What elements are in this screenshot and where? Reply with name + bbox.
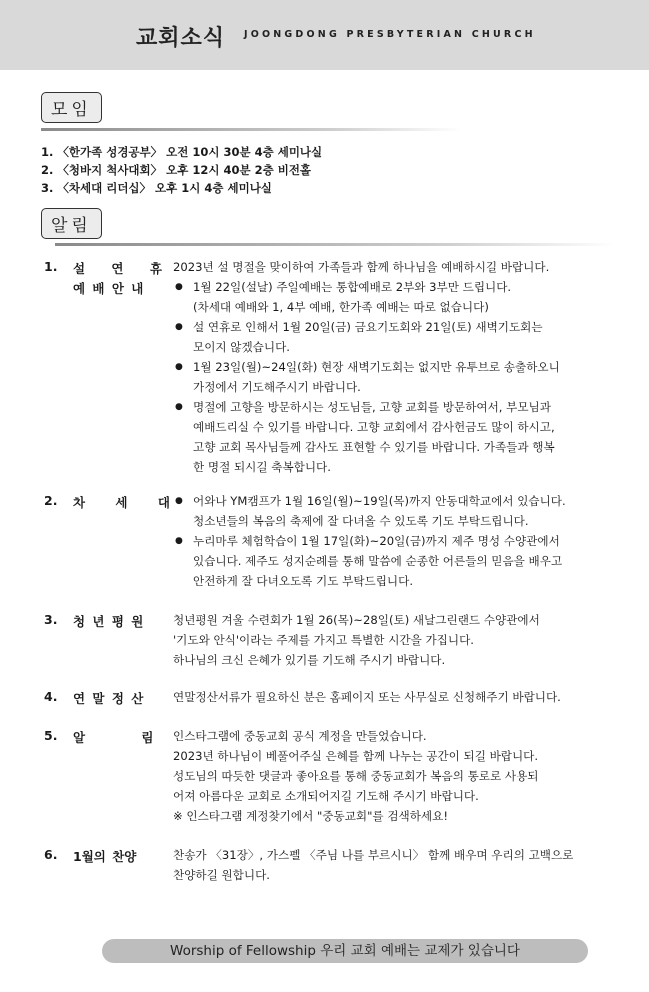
notice-6-number: 6. — [44, 847, 58, 862]
content-line: 인스타그램에 중동교회 공식 계정을 만들었습니다. — [173, 729, 427, 743]
meeting-item-3: 3. 〈차세대 리더십〉 오후 1시 4층 세미나실 — [41, 181, 272, 195]
notice-1-bullet-4 — [173, 397, 619, 477]
notice-1-bullet-1 — [173, 277, 619, 317]
content-line: 하나님의 크신 은혜가 있기를 기도해 주시기 바랍니다. — [173, 653, 446, 667]
notice-1-label-line1: 설 연 휴 — [73, 261, 162, 276]
header-title: 교회소식 — [136, 26, 226, 51]
notice-1-label-line2: 예 배 안 내 — [73, 281, 144, 296]
notice-4-content — [173, 687, 619, 707]
content-line: 찬송가 〈31장〉, 가스펠 〈주님 나를 부르시니〉 함께 배우며 우리의 고백으로 — [173, 848, 574, 862]
notice-2-number: 2. — [44, 493, 58, 508]
content-line: 2023년 하나님이 베풀어주실 은혜를 함께 나누는 공간이 되길 바랍니다. — [173, 749, 539, 763]
bullet-line: ● 명절에 고향을 방문하시는 성도님들, 고향 교회를 방문하여서, 부모님과 — [193, 400, 551, 414]
header-banner — [0, 0, 649, 70]
bullet-line: ● 1월 23일(월)~24일(화) 현장 새벽기도회는 없지만 유투브로 송출하오니 — [193, 360, 560, 374]
meetings-divider — [41, 128, 461, 131]
bullet-line: 한 명절 되시길 축복합니다. — [193, 460, 331, 474]
notice-1-content — [173, 257, 619, 477]
notice-3-number: 3. — [44, 612, 58, 627]
notice-3-content — [173, 610, 619, 670]
bullet-line: (차세대 예배와 1, 4부 예배, 한가족 예배는 따로 없습니다) — [193, 300, 489, 314]
notice-2-label: 차 세 대 — [73, 495, 170, 510]
notice-4-number: 4. — [44, 689, 58, 704]
bullet-line: ● 1월 22일(설날) 주일예배는 통합예배로 2부와 3부만 드립니다. — [193, 280, 512, 294]
bullet-line: ● 어와나 YM캠프가 1월 16일(월)~19일(목)까지 안동대학교에서 있습니다. — [193, 494, 566, 508]
notice-3-label: 청 년 평 원 — [73, 614, 144, 629]
notice-2-bullet-1 — [173, 491, 619, 531]
notice-1-bullet-2 — [173, 317, 619, 357]
notice-1-number: 1. — [44, 259, 58, 274]
content-line: 어져 아름다운 교회로 소개되어지길 기도해 주시기 바랍니다. — [173, 789, 479, 803]
notice-5-number: 5. — [44, 728, 58, 743]
bullet-line: 예배드리실 수 있기를 바랍니다. 고향 교회에서 감사헌금도 많이 하시고, — [193, 420, 555, 434]
meeting-item-1: 1. 〈한가족 성경공부〉 오전 10시 30분 4층 세미나실 — [41, 145, 323, 159]
notice-1-bullet-3 — [173, 357, 619, 397]
content-line: 청년평원 겨울 수련회가 1월 26(목)~28일(토) 새날그린랜드 수양관에서 — [173, 613, 540, 627]
content-line: '기도와 안식'이라는 주제를 가지고 특별한 시간을 가집니다. — [173, 633, 474, 647]
bullet-line: 청소년들의 복음의 축제에 잘 다녀올 수 있도록 기도 부탁드립니다. — [193, 514, 529, 528]
meeting-item-2: 2. 〈청바지 척사대회〉 오후 12시 40분 2층 비전홀 — [41, 163, 312, 177]
notice-2-content — [173, 491, 619, 591]
header-subtitle: JOONGDONG PRESBYTERIAN CHURCH — [244, 29, 536, 40]
notices-divider — [55, 243, 615, 246]
content-line: ※ 인스타그램 계정찾기에서 "중동교회"를 검색하세요! — [173, 809, 448, 823]
notice-1-intro: 2023년 설 명절을 맞이하여 가족들과 함께 하나님을 예배하시길 바랍니다. — [173, 260, 550, 274]
bullet-line: 가정에서 기도해주시기 바랍니다. — [193, 380, 361, 394]
bullet-line: 있습니다. 제주도 성지순례를 통해 말씀에 순종한 어른들의 믿음을 배우고 — [193, 554, 563, 568]
content-line: 성도님의 따듯한 댓글과 좋아요를 통해 중동교회가 복음의 통로로 사용되 — [173, 769, 539, 783]
notice-2-bullet-2 — [173, 531, 619, 591]
notice-5-label: 알 림 — [73, 730, 154, 745]
content-line: 연말정산서류가 필요하신 분은 홈페이지 또는 사무실로 신청해주기 바랍니다. — [173, 690, 561, 704]
footer-banner: Worship of Fellowship 우리 교회 예배는 교제가 있습니다 — [102, 939, 588, 963]
content-line: 찬양하길 원합니다. — [173, 868, 270, 882]
bullet-line: 고향 교회 목사님들께 감사도 표현할 수 있기를 바랍니다. 가족들과 행복 — [193, 440, 555, 454]
bullet-line: 모이지 않겠습니다. — [193, 340, 290, 354]
bullet-line: 안전하게 잘 다녀오도록 기도 부탁드립니다. — [193, 574, 414, 588]
notice-4-label: 연 말 정 산 — [73, 691, 144, 706]
meetings-heading: 모임 — [41, 92, 102, 123]
notice-6-label: 1월의 찬양 — [73, 849, 137, 864]
notice-5-content — [173, 726, 619, 826]
bullet-line: ● 누리마루 체험학습이 1월 17일(화)~20일(금)까지 제주 명성 수양관에서 — [193, 534, 560, 548]
notices-heading: 알림 — [41, 208, 102, 239]
bullet-line: ● 설 연휴로 인해서 1월 20일(금) 금요기도회와 21일(토) 새벽기도회는 — [193, 320, 543, 334]
notice-6-content — [173, 845, 619, 885]
